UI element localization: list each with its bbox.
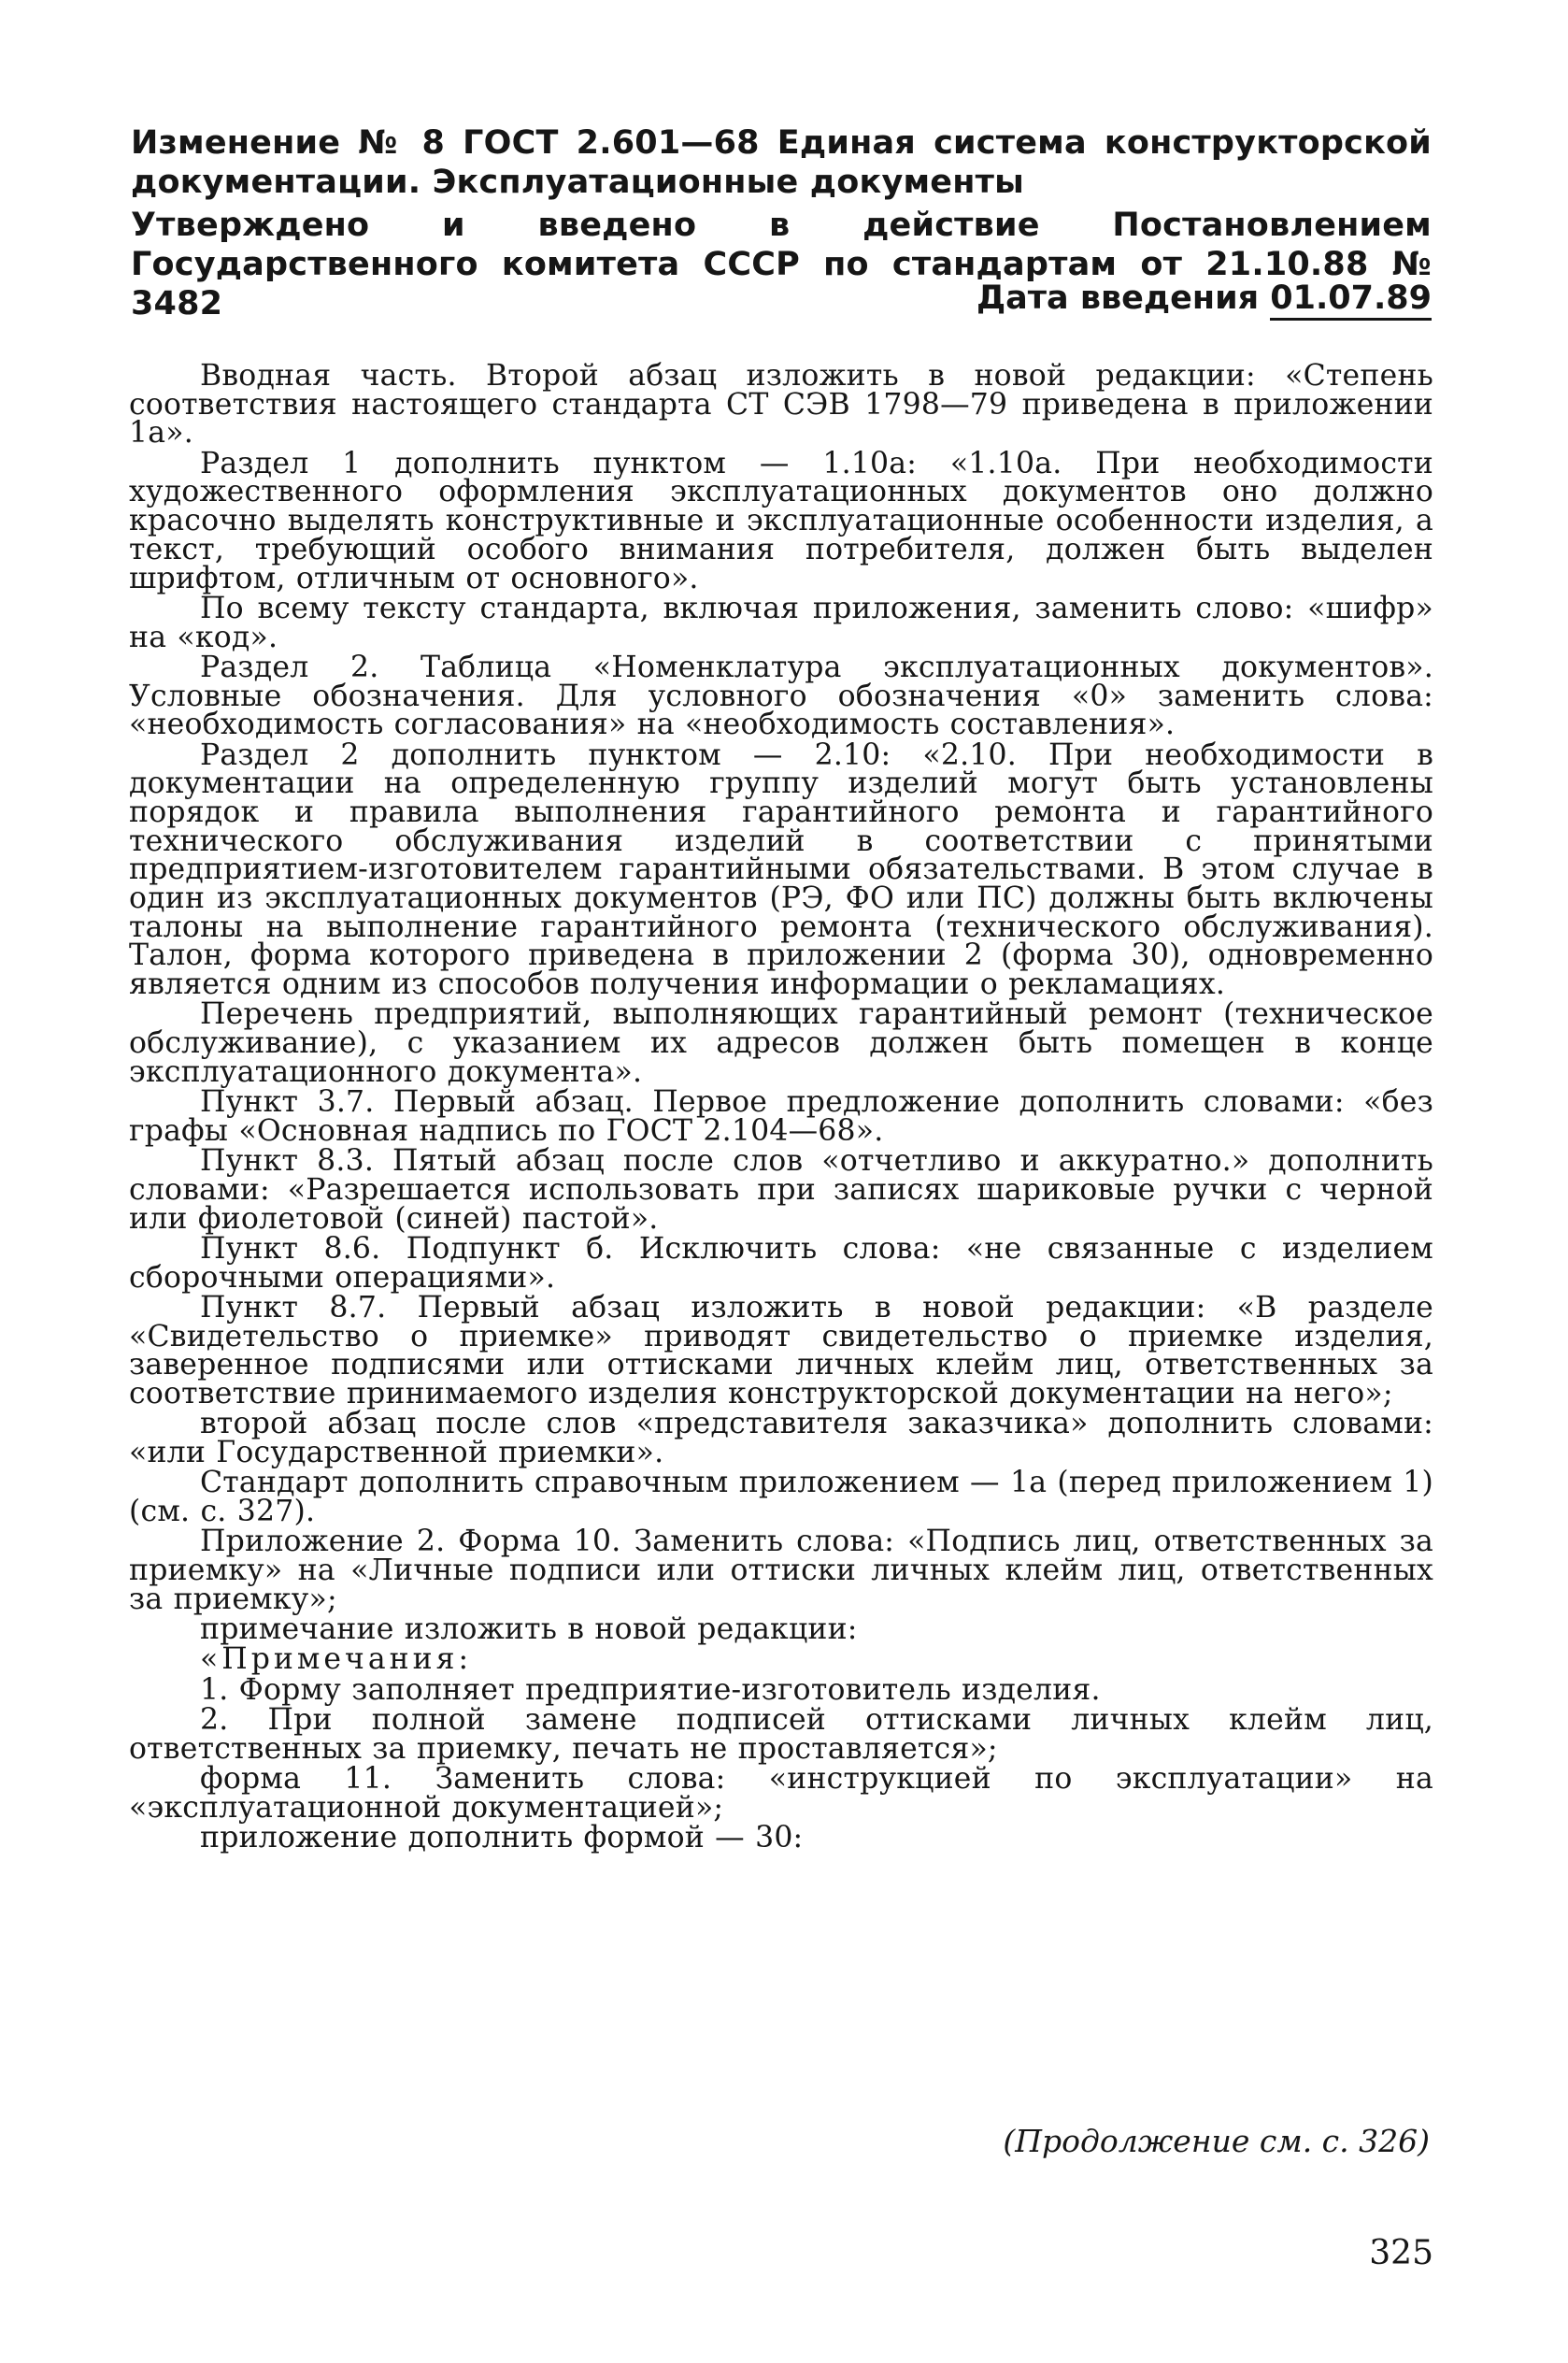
page-number: 325 [1369,2234,1433,2272]
paragraph-section2-table: Раздел 2. Таблица «Номенклатура эксплуатационных документов». Условные обозначения. Для условного обозначения «0» заменить слова: «необходимость согласования» на «необходимость составления». [129,650,1433,742]
amendment-text [129,359,1433,1855]
effective-date [976,279,1432,318]
paragraph-item-8-7: Пункт 8.7. Первый абзац изложить в новой редакции: «В разделе «Свидетельство о приемке» приводят свидетельство о приемке изделия, заверенное подписями или оттисками личных клейм лиц, ответственных за соответствие принимаемого изделия конструкторской документации на него»; [129,1290,1433,1411]
paragraph-section1: Раздел 1 дополнить пунктом — 1.10а: «1.10а. При необходимости художественного оформления эксплуатационных документов оно должно красочно выделять конструктивные и эксплуатационные особенности изделия, а текст, требующий особого внимания потребителя, должен быть выделен шрифтом, отличным от основного». [129,446,1433,595]
paragraph-notes-heading: «Примечания: [200,1642,473,1677]
paragraph-appendix-1a: Стандарт дополнить справочным приложением — 1а (перед приложением 1) (см. с. 327). [129,1466,1433,1528]
paragraph-section2-item: Раздел 2 дополнить пунктом — 2.10: «2.10. При необходимости в документации на определенную группу изделий могут быть установлены порядок и правила выполнения гарантийного ремонта и гарантийного технического обслуживания изделий в соответствии с принятыми предприятием-изготовителем гарантийными обязательствами. В этом случае в один из эксплуатационных документов (РЭ, ФО или ПС) должны быть включены талоны на выполнение гарантийного ремонта (технического обслуживания). Талон, форма которого приведена в приложении 2 (форма 30), одновременно является одним из способов получения информации о рекламациях. [129,738,1433,1002]
paragraph-item-8-3: Пункт 8.3. Пятый абзац после слов «отчетливо и аккуратно.» дополнить словами: «Разрешается использовать при записях шариковые ручки с черной или фиолетовой (синей) пастой». [129,1144,1433,1236]
continuation-note: (Продолжение см. с. 326) [1003,2123,1430,2159]
paragraph-item-8-6: Пункт 8.6. Подпункт б. Исключить слова: «не связанные с изделием сборочными операциями». [129,1231,1433,1295]
paragraph-form-30: приложение дополнить формой — 30: [200,1820,804,1855]
paragraph-note-2: 2. При полной замене подписей оттисками личных клейм лиц, ответственных за приемку, печать не проставляется»; [129,1702,1433,1766]
paragraph-item-3-7: Пункт 3.7. Первый абзац. Первое предложение дополнить словами: «без графы «Основная надпись по ГОСТ 2.104—68». [129,1085,1433,1148]
paragraph-second-abzac: второй абзац после слов «представителя заказчика» дополнить словами: «или Государственной приемки». [129,1407,1433,1469]
paragraph-intro: Вводная часть. Второй абзац изложить в новой редакции: «Степень соответствия настоящего стандарта СТ СЭВ 1798—79 приведена в приложении 1а». [129,359,1433,451]
paragraph-note-edit: примечание изложить в новой редакции: [200,1611,858,1646]
effective-date-value: 01.07.89 [1270,279,1432,321]
effective-date-label: Дата введения [976,279,1260,317]
paragraph-enterprise-list: Перечень предприятий, выполняющих гарантийный ремонт (техническое обслуживание), с указанием их адресов должен быть помещен в конце эксплуатационного документа». [129,997,1433,1089]
paragraph-code-replacement: По всему тексту стандарта, включая приложения, заменить слово: «шифр» на «код». [129,591,1433,654]
paragraph-form-11: форма 11. Заменить слова: «инструкцией по эксплуатации» на «эксплуатационной документацией»; [129,1761,1433,1825]
document-title: Изменение № 8 ГОСТ 2.601—68 Единая система конструкторской документации. Эксплуатационные документы [131,124,1432,201]
approval-statement: Утверждено и введено в действие Постановлением Государственного комитета СССР по стандартам от 21.10.88 № 3482 [131,207,1432,322]
paragraph-note-1: 1. Форму заполняет предприятие-изготовитель изделия. [200,1672,1101,1707]
paragraph-appendix-2: Приложение 2. Форма 10. Заменить слова: «Подпись лиц, ответственных за приемку» на «Личные подписи или оттиски личных клейм лиц, ответственных за приемку»; [129,1525,1433,1616]
